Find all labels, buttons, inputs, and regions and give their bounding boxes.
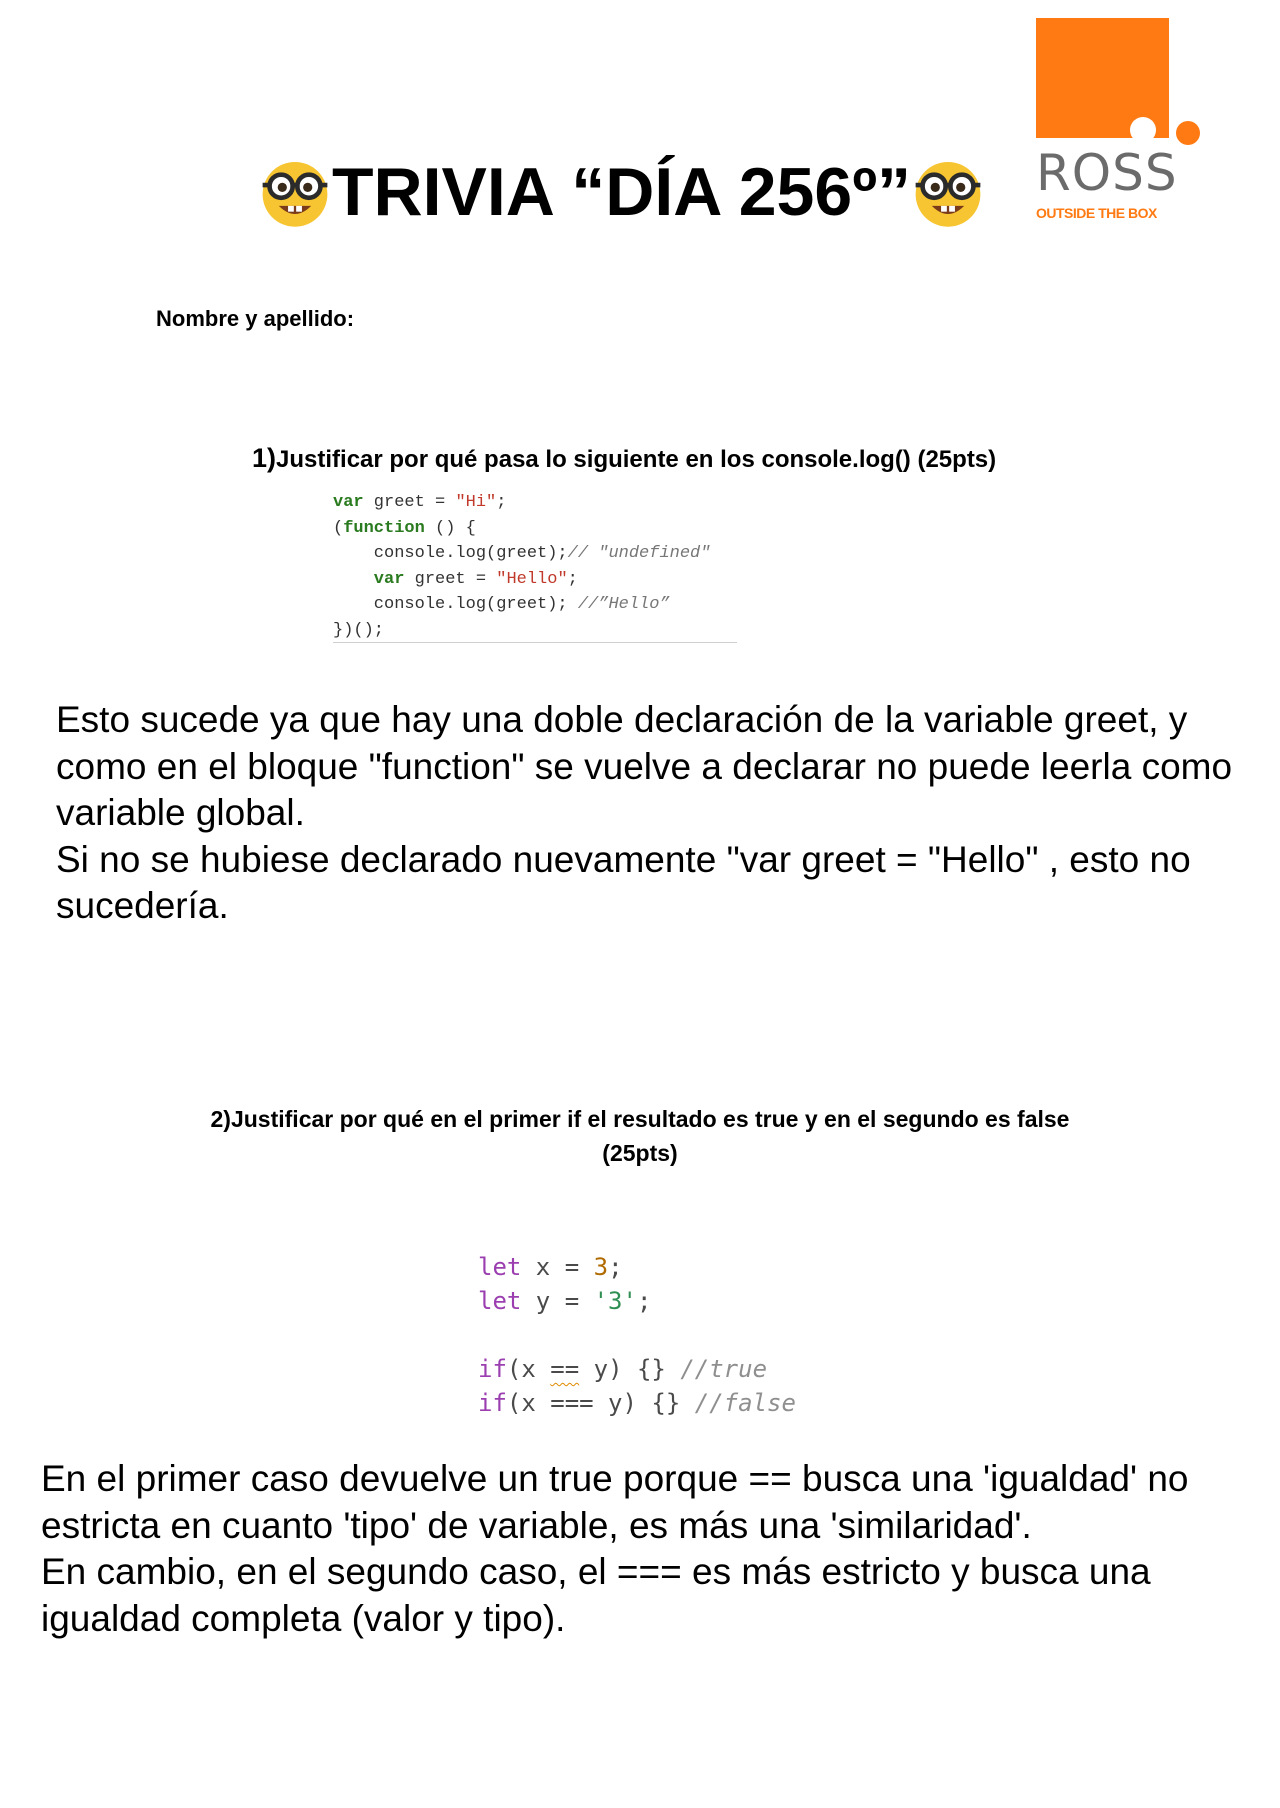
question-2-points: (25pts) xyxy=(602,1140,678,1166)
answer-1-paragraph: Si no se hubiese declarado nuevamente "var greet = "Hello" , esto no sucedería. xyxy=(56,838,1191,926)
question-2 xyxy=(0,1102,1280,1170)
code-snippet-1: var greet = "Hi"; (function () { console.log(greet);// "undefined" var greet = "Hello"; console.log(greet); //”Hello” })(); xyxy=(333,490,737,643)
code-snippet-2: let x = 3; let y = '3'; if(x == y) {} //true if(x === y) {} //false xyxy=(478,1253,796,1417)
question-1 xyxy=(252,443,996,474)
question-1-number: 1) xyxy=(252,443,277,473)
nerd-face-icon xyxy=(258,155,332,229)
question-1-text: Justificar por qué pasa lo siguiente en los console.log() (25pts) xyxy=(276,446,997,473)
nerd-face-icon xyxy=(911,155,985,229)
logo-tagline: OUTSIDE THE BOX xyxy=(1036,205,1157,221)
answer-1 xyxy=(56,697,1276,930)
answer-2-paragraph: En cambio, en el segundo caso, el === es más estricto y busca una igualdad completa (valor y tipo). xyxy=(41,1551,1151,1639)
logo-white-dot xyxy=(1130,117,1156,143)
answer-2 xyxy=(41,1456,1261,1642)
answer-2-paragraph: En el primer caso devuelve un true porque == busca una 'igualdad' no estricta en cuanto 'tipo' de variable, es más una 'similaridad'. xyxy=(41,1458,1189,1546)
answer-1-paragraph: Esto sucede ya que hay una doble declaración de la variable greet, y como en el bloque "function" se vuelve a declarar no puede leerla como variable global. xyxy=(56,699,1233,833)
page-title xyxy=(258,152,985,232)
logo-orange-dot xyxy=(1176,121,1200,145)
title-text: TRIVIA “DÍA 256º” xyxy=(332,154,912,230)
ross-logo xyxy=(1036,18,1206,221)
name-field-label: Nombre y apellido: xyxy=(156,306,355,331)
question-2-text: 2)Justificar por qué en el primer if el resultado es true y en el segundo es false xyxy=(210,1106,1070,1132)
logo-brand: ROSS xyxy=(1036,144,1178,202)
